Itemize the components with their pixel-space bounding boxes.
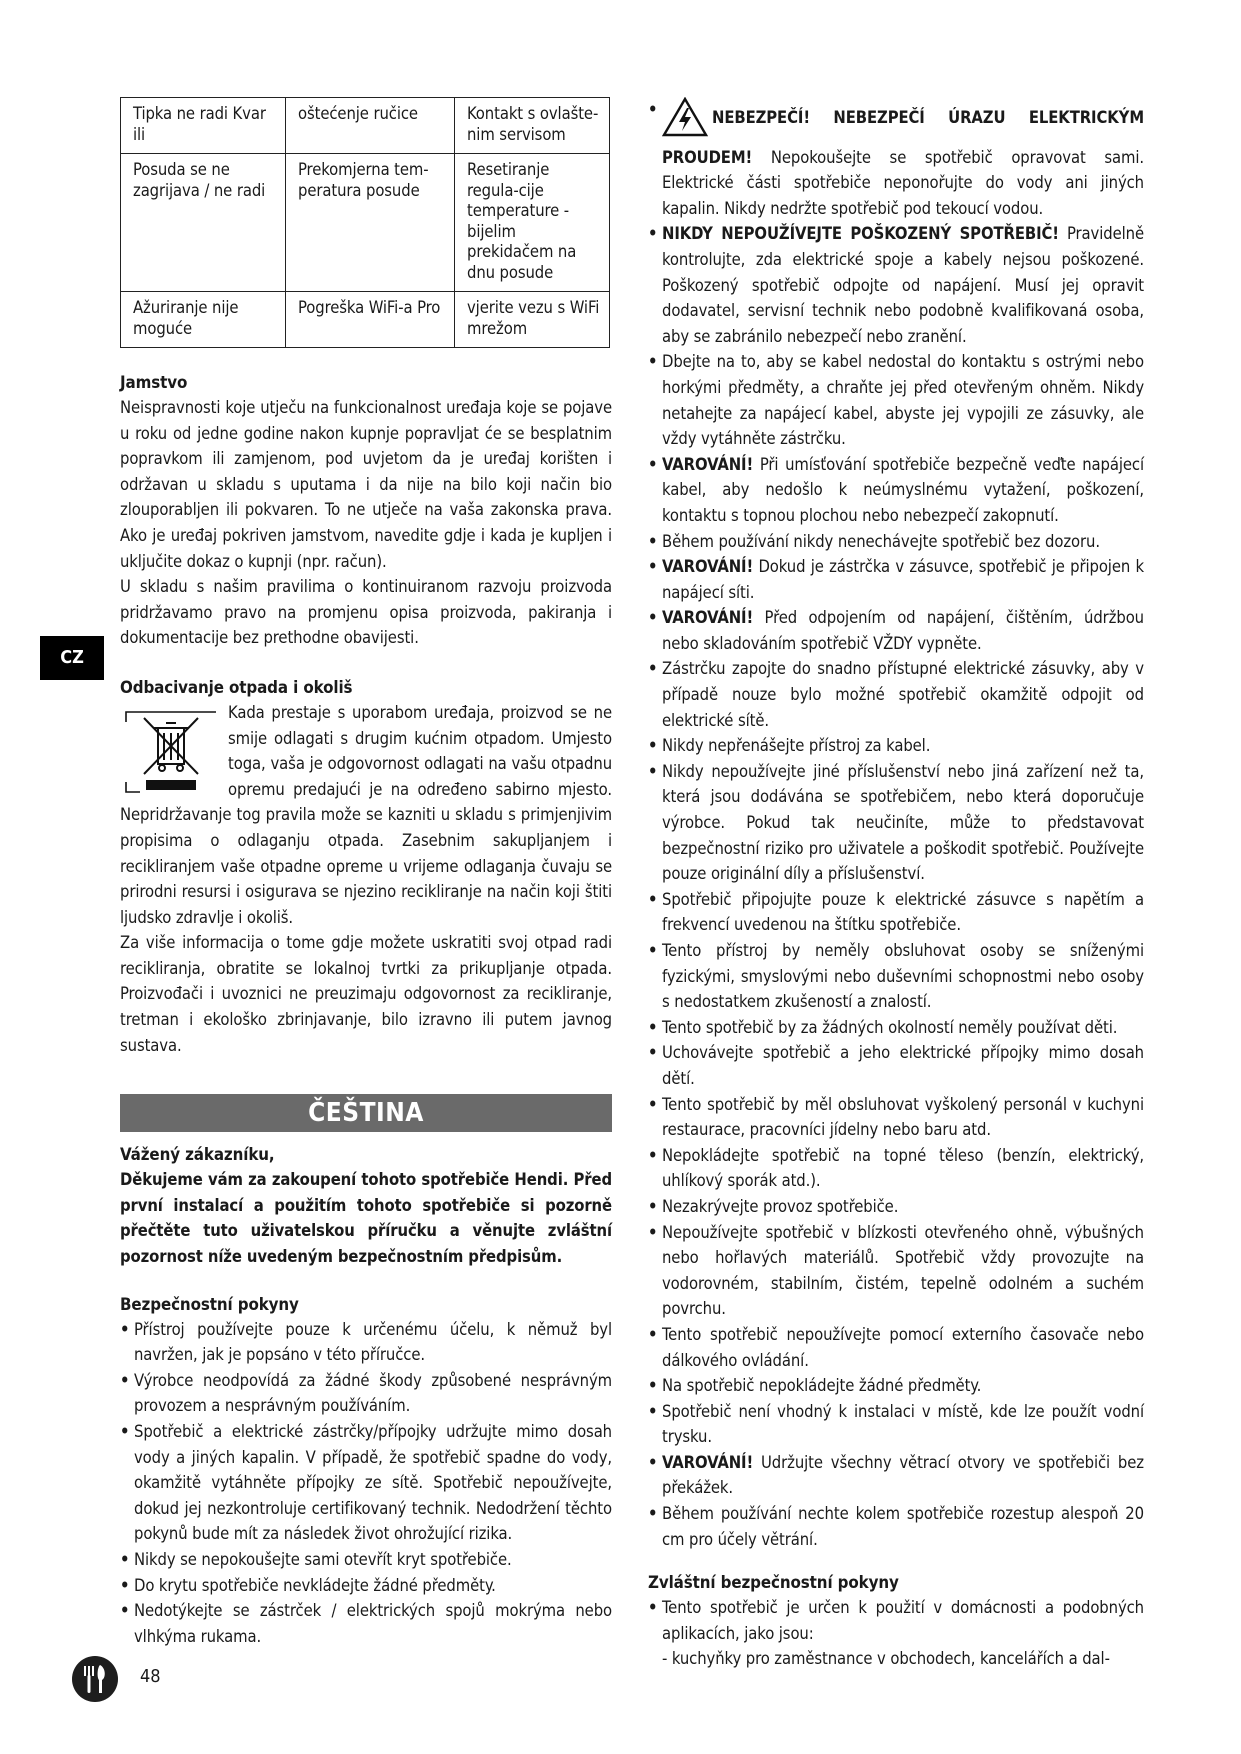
brand-logo: [72, 1656, 118, 1702]
list-item: [648, 938, 1144, 1015]
list-item: [648, 1450, 1144, 1501]
list-item: • Nikdy se nepokoušejte sami otevřít kryt spotřebiče.: [120, 1547, 612, 1573]
table-cell: Kontakt s ovlašte-nim servisom: [455, 98, 610, 154]
left-column: [120, 97, 612, 1649]
disposal-paragraph: Kada prestaje s uporabom uređaja, proizvod se ne smije odlagati s drugim kućnim otpadom. Umjesto toga, vaša je odgovornost odlagati na vašu otpadnu opremu predajući je na određeno sabirno mjesto. Nepridržavanje tog pravila može se kazniti u skladu s primjenjivim propisima o odlaganju otpada. Zasebnim sakupljanjem i recikliranjem vaše otpadne opreme u vrijeme odlaganja čuvaju se prirodni resursi i osigurava se njezino recikliranje na način koji štiti ljudsko zdravlje i okoliš.: [120, 702, 612, 927]
list-item: [648, 1322, 1144, 1373]
item-text: Udržujte všechny větrací otvory ve spotřebiči bez překážek.: [662, 1452, 1144, 1498]
warranty-heading: Jamstvo: [120, 372, 188, 392]
item-bold: VAROVÁNÍ!: [662, 1452, 754, 1472]
troubleshooting-table: [120, 97, 610, 348]
disposal-paragraph: Za više informacija o tome gdje možete uskratiti svoj otpad radi recikliranja, obratite se lokalnoj tvrtki za prikupljanje otpada. Proizvođači i uvoznici ne preuzimaju odgovornost za recikliranje, tretman i ekološko zbrinjavanje, bilo izravno ili putem javnog sustava.: [120, 933, 612, 1055]
list-item: • Výrobce neodpovídá za žádné škody způsobené nesprávným provozem a nesprávným používáním.: [120, 1368, 612, 1419]
sub-item: - kuchyňky pro zaměstnance v obchodech, kancelářích a dal-: [662, 1649, 1110, 1669]
list-item: [648, 1501, 1144, 1552]
special-safety-list: [648, 1595, 1144, 1646]
section-title-bar: ČEŠTINA: [120, 1094, 612, 1132]
intro-paragraph: Děkujeme vám za zakoupení tohoto spotřebiče Hendi. Před první instalací a použitím tohoto spotřebiče si pozorně přečtěte tuto uživatelskou příručku a věnujte zvláštní pozornost níže uvedeným bezpečnostním předpisům.: [120, 1170, 612, 1267]
item-text: Během používání nechte kolem spotřebiče rozestup alespoň 20 cm pro účely větrání.: [662, 1504, 1144, 1549]
safety-list: [120, 1317, 612, 1650]
list-item: [648, 1399, 1144, 1450]
item-text: Tento přístroj by neměly obsluhovat osoby se sníženými fyzickými, smyslovými nebo duševními schopnostmi nebo osoby s nedostatkem zkušeností a znalostí.: [662, 941, 1144, 1012]
item-text: Nikdy nepoužívejte jiné příslušenství nebo jiná zařízení než ta, která jsou dodávána se spotřebičem, nebo která doporučuje výrobce. Pokud tak neučiníte, může to představovat bezpečnostní riziko pro uživatele a poškodit spotřebič. Používejte pouze originální díly a příslušenství.: [662, 761, 1144, 884]
list-item: [648, 349, 1144, 451]
list-item: • Přístroj používejte pouze k určenému účelu, k němuž byl navržen, jak je popsáno v této příručce.: [120, 1317, 612, 1368]
warranty-paragraph: Neispravnosti koje utječu na funkcionalnost uređaja koje se pojave u roku od jedne godine nakon kupnje popravljat će se besplatnim popravkom ili zamjenom, pod uvjetom da je uređaj korišten i održavan u skladu s uputama i da nije na bilo koji način bio zlouporabljen ili pokvaren. To ne utječe na vaša zakonska prava. Ako je uređaj pokriven jamstvom, navedite gdje i kada je kupljen i uključite dokaz o kupnji (npr. račun).: [120, 398, 612, 571]
list-item: [648, 1015, 1144, 1041]
list-item: [648, 733, 1144, 759]
item-text: Nepoužívejte spotřebič v blízkosti otevřeného ohně, výbušných nebo hořlavých materiálů. Spotřebič vždy provozujte na vodorovném, stabilním, čistém, tepelně odolném a suchém povrchu.: [662, 1222, 1144, 1319]
language-tab-cz: CZ: [40, 636, 104, 680]
item-text: Dokud je zástrčka v zásuvce, spotřebič je připojen k napájecí síti.: [662, 557, 1144, 602]
table-cell: Posuda se ne zagrijava / ne radi: [121, 154, 286, 292]
item-bold: VAROVÁNÍ!: [662, 608, 754, 628]
danger-text: Nepokoušejte se spotřebič opravovat sami. Elektrické části spotřebiče neponořujte do vody ani jiných kapalin. Nikdy nedržte spotřebič pod tekoucí vodou.: [662, 147, 1144, 218]
page-number: 48: [140, 1666, 161, 1687]
warning-list: [648, 97, 1144, 1552]
table-cell: Prekomjerna tem-peratura posude: [286, 154, 455, 292]
right-column: [648, 97, 1144, 1672]
item-text: Na spotřebič nepokládejte žádné předměty.: [662, 1376, 982, 1396]
item-text: Dbejte na to, aby se kabel nedostal do kontaktu s ostrými nebo horkými předměty, a chraňte jej před otevřeným ohněm. Nikdy netahejte za napájecí kabel, abyste jej vypojili ze zásuvky, ale vždy vytáhněte zástrčku.: [662, 352, 1144, 449]
list-item: • Tento spotřebič je určen k použití v domácnosti a podobných aplikacích, jako jsou:: [648, 1595, 1144, 1646]
item-text: Před odpojením od napájení, čištěním, údržbou nebo skladováním spotřebič VŽDY vypněte.: [662, 608, 1144, 653]
table-cell: vjerite vezu s WiFi mrežom: [455, 292, 610, 348]
table-cell: oštećenje ručice: [286, 98, 455, 154]
item-text: Spotřebič není vhodný k instalaci v místě, kde lze použít vodní trysku.: [662, 1401, 1144, 1447]
item-text: Tento spotřebič by za žádných okolností neměly používat děti.: [662, 1017, 1118, 1037]
list-item: • Nedotýkejte se zástrček / elektrických spojů mokrýma nebo vlhkýma rukama.: [120, 1598, 612, 1649]
table-cell: Ažuriranje nije moguće: [121, 292, 286, 348]
warranty-paragraph: U skladu s našim pravilima o kontinuiranom razvoju proizvoda pridržavamo pravo na promjenu opisa proizvoda, pakiranja i dokumentacije bez prethodne obavijesti.: [120, 577, 612, 648]
table-row: [121, 98, 610, 154]
item-text: Během používání nikdy nenechávejte spotřebič bez dozoru.: [662, 531, 1100, 551]
item-text: Tento spotřebič by měl obsluhovat vyškolený personál v kuchyni restaurace, pracovníci jídelny nebo baru atd.: [662, 1094, 1144, 1140]
item-text: Spotřebič připojujte pouze k elektrické zásuvce s napětím a frekvencí uvedenou na štítku spotřebiče.: [662, 889, 1144, 935]
item-text: Při umísťování spotřebiče bezpečně veďte napájecí kabel, aby nedošlo k neúmyslnému vytažení, poškození, kontaktu s topnou plochou nebo nebezpečí zakopnutí.: [662, 454, 1144, 525]
list-item: [648, 605, 1144, 656]
electric-hazard-icon: [662, 97, 708, 145]
table-row: [121, 292, 610, 348]
item-text: Nepokládejte spotřebič na topné těleso (benzín, elektrický, uhlíkový sporák atd.).: [662, 1145, 1144, 1191]
disposal-block: [120, 700, 612, 930]
list-item: • Spotřebič a elektrické zástrčky/přípojky udržujte mimo dosah vody a jiných kapalin. V případě, že spotřebič spadne do vody, okamžitě vytáhněte přípojky ze sítě. Spotřebič nepoužívejte, dokud jej nezkontroluje certifikovaný technik. Nedodržení těchto pokynů bude mít za následek život ohrožující rizika.: [120, 1419, 612, 1547]
list-item: [648, 1373, 1144, 1399]
list-item: [648, 97, 1144, 221]
list-item: [648, 656, 1144, 733]
item-text: Nezakrývejte provoz spotřebiče.: [662, 1196, 899, 1216]
table-cell: Pogreška WiFi-a Pro: [286, 292, 455, 348]
list-item: [648, 1040, 1144, 1091]
item-bold: VAROVÁNÍ!: [662, 454, 754, 474]
special-safety-heading: Zvláštní bezpečnostní pokyny: [648, 1572, 899, 1593]
list-item: [648, 1092, 1144, 1143]
list-item: [648, 529, 1144, 555]
table-cell: Resetiranje regula-cije temperature - bijelim prekidačem na dnu posude: [455, 154, 610, 292]
greeting: Vážený zákazníku,: [120, 1144, 275, 1165]
list-item: [648, 1143, 1144, 1194]
table-row: [121, 154, 610, 292]
weee-bin-icon: [120, 706, 222, 796]
list-item: [648, 221, 1144, 349]
list-item: [648, 1220, 1144, 1322]
list-item: [648, 887, 1144, 938]
list-item: [648, 759, 1144, 887]
safety-heading: Bezpečnostní pokyny: [120, 1293, 299, 1314]
list-item: [648, 1194, 1144, 1220]
item-text: Uchovávejte spotřebič a jeho elektrické přípojky mimo dosah dětí.: [662, 1043, 1144, 1088]
table-cell: Tipka ne radi Kvar ili: [121, 98, 286, 154]
item-bold: VAROVÁNÍ!: [662, 557, 754, 577]
item-text: Tento spotřebič nepoužívejte pomocí externího časovače nebo dálkového ovládání.: [662, 1324, 1144, 1370]
item-bold: NIKDY NEPOUŽÍVEJTE POŠKOZENÝ SPOTŘEBIČ!: [662, 224, 1059, 244]
list-item: • Do krytu spotřebiče nevkládejte žádné předměty.: [120, 1573, 612, 1599]
disposal-heading: Odbacivanje otpada i okoliš: [120, 676, 353, 697]
danger-label: NEBEZPEČÍ! NEBEZPEČÍ ÚRAZU ELEKTRICKÝM PROUDEM!: [662, 108, 1144, 167]
item-text: Zástrčku zapojte do snadno přístupné elektrické zásuvky, aby v případě nouze bylo možné spotřebič okamžitě odpojit od elektrické sítě.: [662, 659, 1144, 730]
list-item: [648, 554, 1144, 605]
item-text: Nikdy nepřenášejte přístroj za kabel.: [662, 736, 931, 756]
list-item: [648, 452, 1144, 529]
item-text: Pravidelně kontrolujte, zda elektrické spoje a kabely nejsou poškozené. Poškozený spotřebič odpojte od napájení. Musí jej opravit dodavatel, servisní technik nebo podobně kvalifikovaná osoba, aby se zabránilo nebezpečí nebo zranění.: [662, 224, 1144, 346]
